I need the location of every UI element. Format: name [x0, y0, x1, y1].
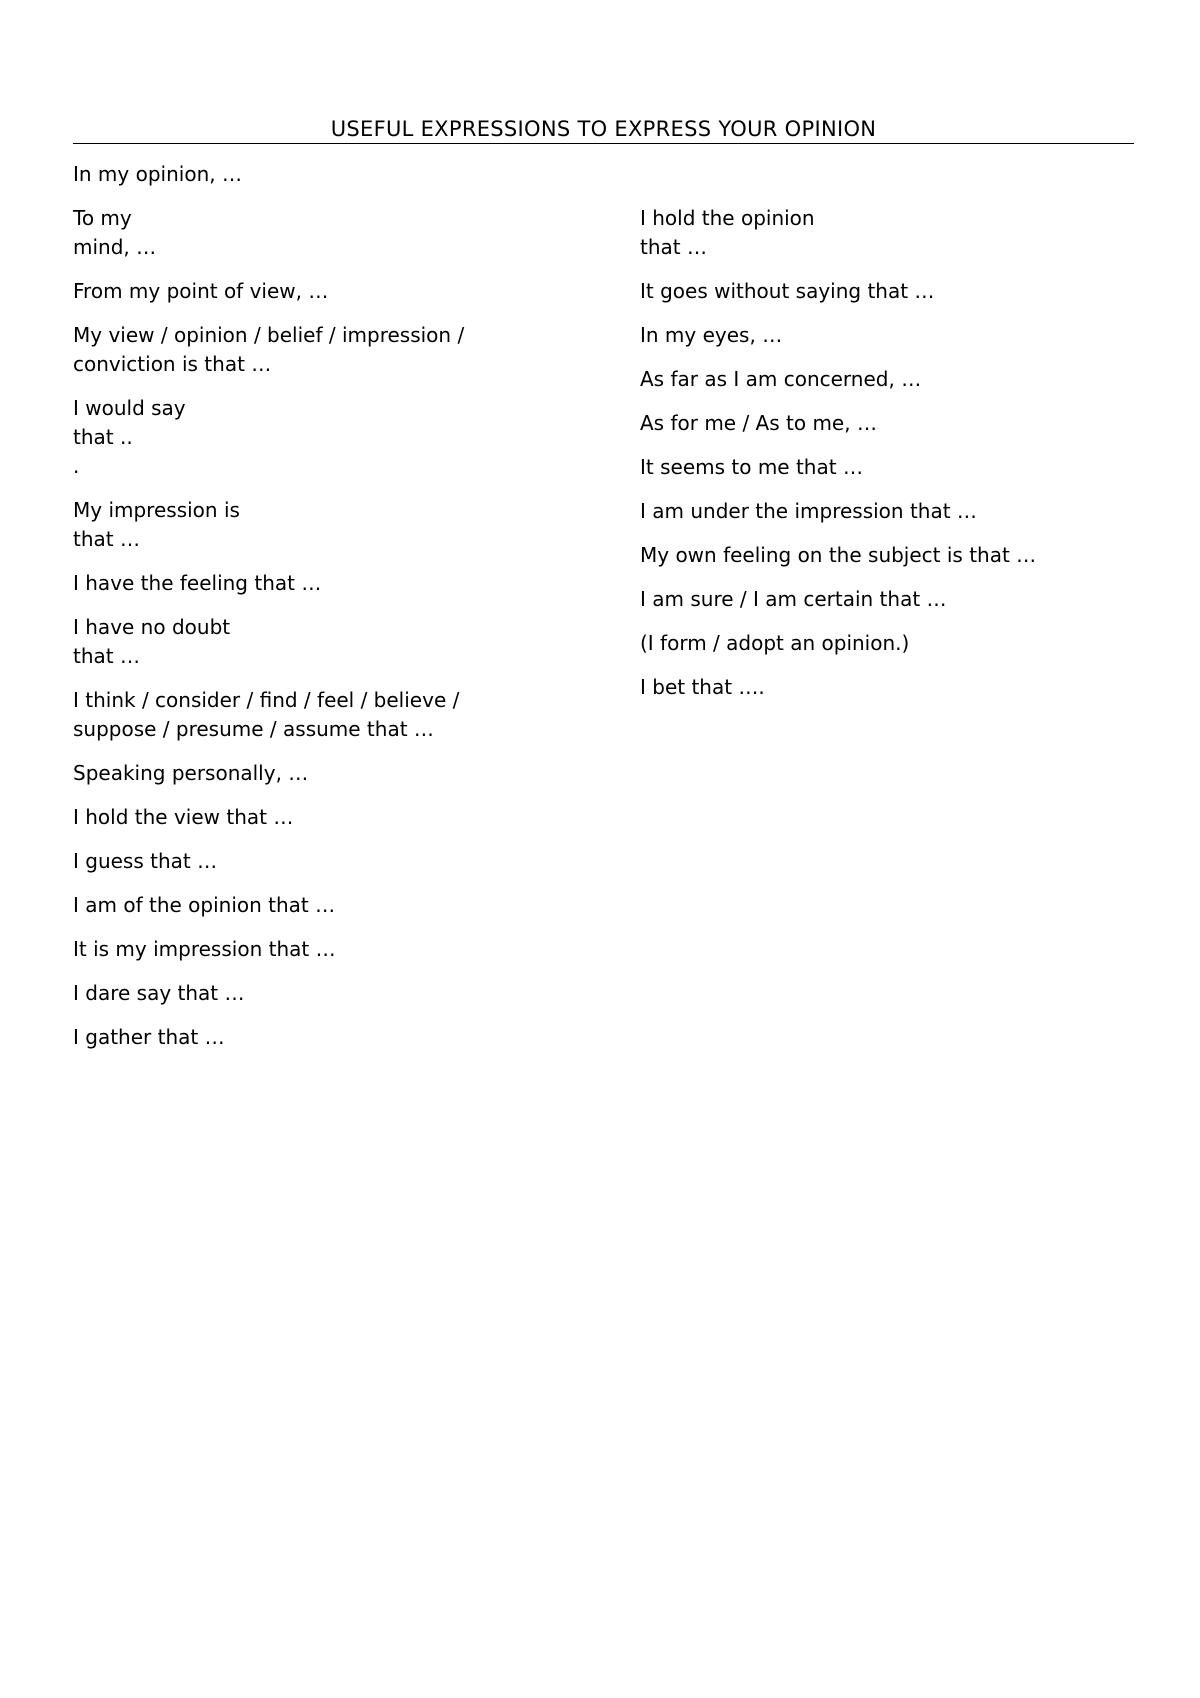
- expression-item: I hold the view that …: [73, 805, 294, 829]
- left-column: [73, 160, 573, 1067]
- expression-item: To my mind, …: [73, 206, 157, 259]
- expression-item: Speaking personally, …: [73, 761, 309, 785]
- expression-item: I hold the opinion that …: [640, 206, 815, 259]
- title-underline: [73, 143, 1134, 144]
- expression-item: I guess that …: [73, 849, 218, 873]
- expression-item: My impression is that …: [73, 498, 240, 551]
- expression-item: I gather that …: [73, 1025, 225, 1049]
- expression-item: It goes without saying that …: [640, 279, 935, 303]
- expression-item: I have no doubt that …: [73, 615, 231, 668]
- expression-item: From my point of view, …: [73, 279, 329, 303]
- expression-item: My view / opinion / belief / impression / conviction is that …: [73, 323, 465, 376]
- expression-item: In my eyes, …: [640, 323, 783, 347]
- expression-item: I would say that .. .: [73, 396, 186, 478]
- expression-item: I dare say that …: [73, 981, 245, 1005]
- right-column: [640, 204, 1160, 717]
- page-title: USEFUL EXPRESSIONS TO EXPRESS YOUR OPINION: [330, 117, 877, 141]
- expression-item: I think / consider / find / feel / believe / suppose / presume / assume that …: [73, 688, 460, 741]
- expression-item: I bet that ….: [640, 675, 765, 699]
- expression-item: I have the feeling that …: [73, 571, 322, 595]
- expression-item: I am sure / I am certain that …: [640, 587, 947, 611]
- expression-item: I am under the impression that …: [640, 499, 977, 523]
- expression-item: (I form / adopt an opinion.): [640, 631, 910, 655]
- expression-item: It is my impression that …: [73, 937, 336, 961]
- expression-item: As for me / As to me, …: [640, 411, 877, 435]
- expression-item: It seems to me that …: [640, 455, 863, 479]
- expression-item: As far as I am concerned, …: [640, 367, 922, 391]
- expression-item: I am of the opinion that …: [73, 893, 336, 917]
- expression-item: In my opinion, …: [73, 162, 242, 186]
- expression-item: My own feeling on the subject is that …: [640, 543, 1037, 567]
